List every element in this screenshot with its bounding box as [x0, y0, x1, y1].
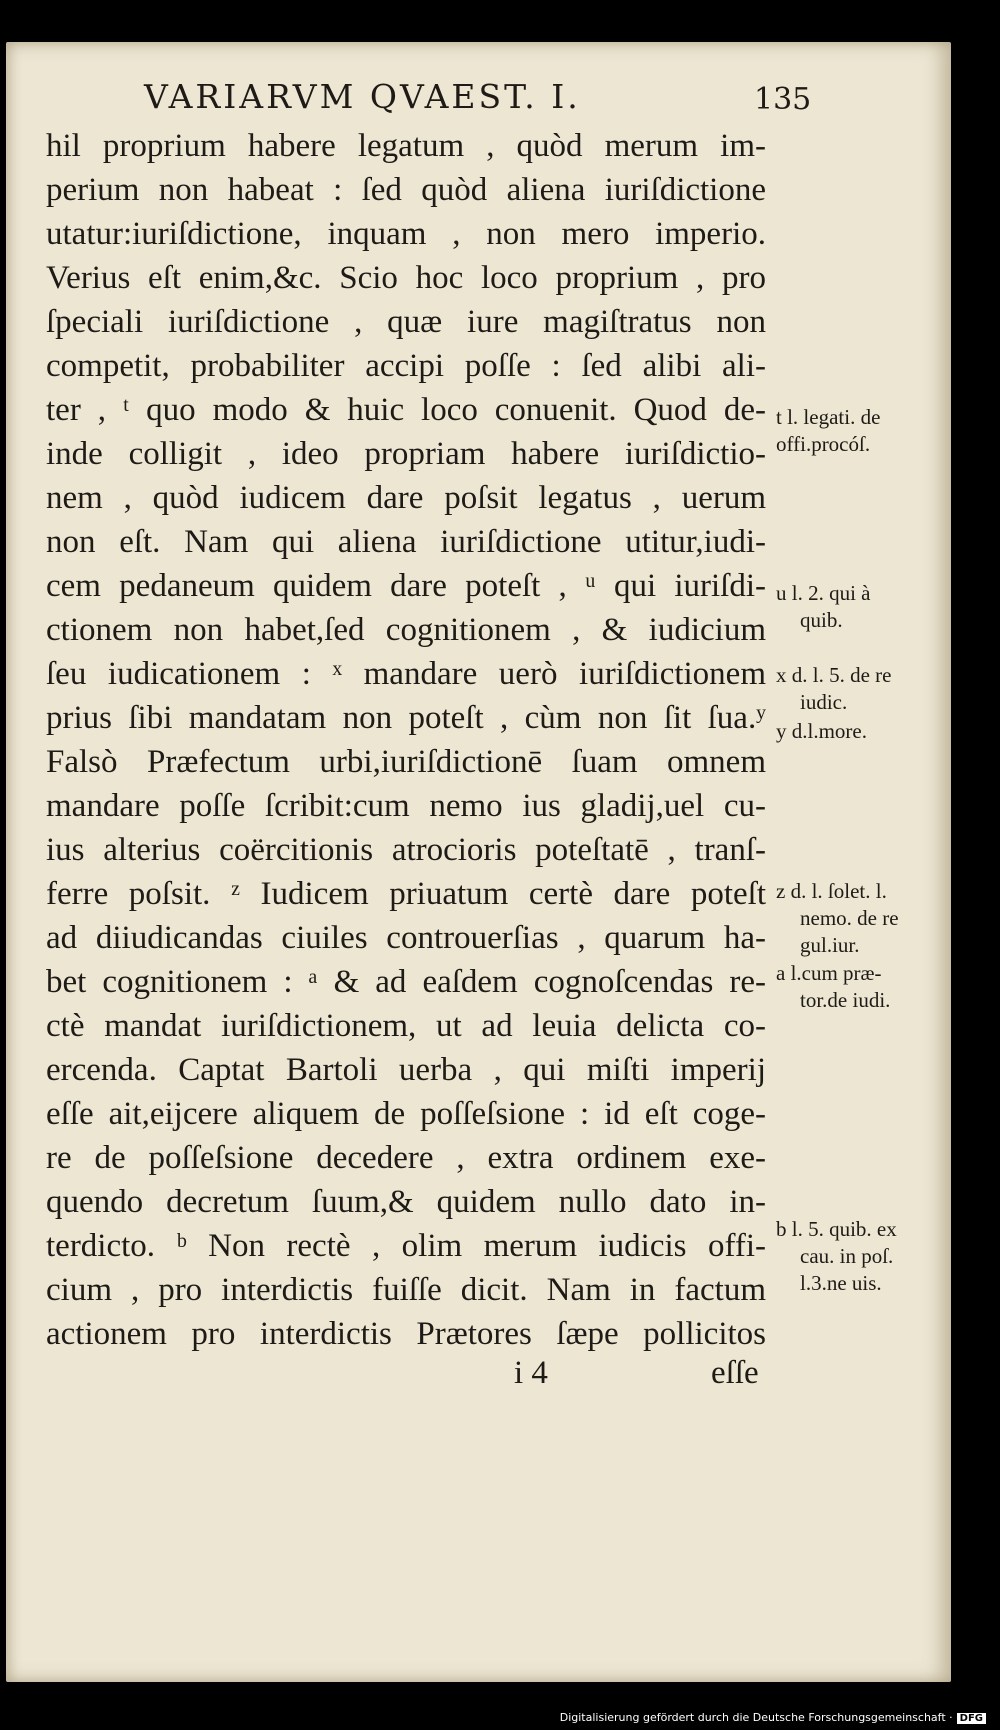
catchword: eſſe	[711, 1355, 759, 1391]
margin-note-line: u l. 2. qui à	[776, 581, 871, 605]
margin-note-line: cau. in poſ.	[800, 1244, 894, 1268]
margin-note-line: t l. legati. de	[776, 405, 881, 429]
margin-note-line: a l.cum præ-	[776, 961, 882, 985]
text-line: ſeu iudicationem : ˣ mandare uerò iuriſdictionem	[46, 656, 766, 692]
text-line: prius ſibi mandatam non poteſt , cùm non ſit ſua.ʸ	[46, 700, 766, 736]
margin-note-line: l.3.ne uis.	[800, 1271, 882, 1295]
text-line: eſſe ait,eijcere aliquem de poſſeſsione : id eſt coge-	[46, 1096, 766, 1132]
margin-note-line: quib.	[800, 608, 843, 632]
margin-note	[776, 404, 880, 458]
text-line: nem , quòd iudicem dare poſsit legatus , uerum	[46, 480, 766, 516]
text-line: utatur:iuriſdictione, inquam , non mero imperio.	[46, 216, 766, 252]
text-line: Verius eſt enim,&c. Scio hoc loco proprium , pro	[46, 260, 766, 296]
text-line: non eſt. Nam qui aliena iuriſdictione utitur,iudi-	[46, 524, 766, 560]
text-line: ſpeciali iuriſdictione , quæ iure magiſtratus non	[46, 304, 766, 340]
text-line: inde colligit , ideo propriam habere iuriſdictio-	[46, 436, 766, 472]
text-line: ctionem non habet,ſed cognitionem , & iudicium	[46, 612, 766, 648]
margin-note-line: x d. l. 5. de re	[776, 663, 892, 687]
text-line: ad diiudicandas ciuiles controuerſias , quarum ha-	[46, 920, 766, 956]
signature-mark: i 4	[514, 1355, 548, 1391]
dfg-logo: DFG	[957, 1713, 986, 1724]
funding-credit	[556, 1709, 990, 1726]
text-line: terdicto. ᵇ Non rectè , olim merum iudicis offi-	[46, 1228, 766, 1264]
text-line: competit, probabiliter accipi poſſe : ſed alibi ali-	[46, 348, 766, 384]
funding-credit-text: Digitalisierung gefördert durch die Deutsche Forschungsgemeinschaft ·	[559, 1711, 953, 1724]
margin-note	[776, 580, 871, 634]
page-number: 135	[754, 82, 812, 117]
text-line: ter , ᵗ quo modo & huic loco conuenit. Quod de-	[46, 392, 766, 428]
margin-note-line: iudic.	[800, 690, 848, 714]
text-line: Falsò Præfectum urbi,iuriſdictionē ſuam omnem	[46, 744, 766, 780]
running-title: VARIARVM QVAEST. I.	[144, 77, 581, 116]
text-line: perium non habeat : ſed quòd aliena iuriſdictione	[46, 172, 766, 208]
text-line: hil proprium habere legatum , quòd merum im-	[46, 128, 766, 164]
text-line: ius alterius coërcitionis atrocioris poteſtatē , tranſ-	[46, 832, 766, 868]
text-line: mandare poſſe ſcribit:cum nemo ius gladij,uel cu-	[46, 788, 766, 824]
margin-note-line: offi.procóſ.	[776, 432, 871, 456]
text-line: ferre poſsit. ᶻ Iudicem priuatum certè dare poteſt	[46, 876, 766, 912]
text-line: actionem pro interdictis Prætores ſæpe pollicitos	[46, 1316, 766, 1352]
book-page	[6, 42, 951, 1682]
text-line: bet cognitionem : ᵃ & ad eaſdem cognoſcendas re-	[46, 964, 766, 1000]
text-line: ercenda. Captat Bartoli uerba , qui miſti imperij	[46, 1052, 766, 1088]
margin-note	[776, 960, 890, 1014]
margin-note	[776, 662, 891, 716]
margin-note	[776, 1216, 897, 1297]
margin-note-line: b l. 5. quib. ex	[776, 1217, 897, 1241]
text-line: re de poſſeſsione decedere , extra ordinem exe-	[46, 1140, 766, 1176]
margin-note-line: gul.iur.	[800, 933, 860, 957]
text-line: cium , pro interdictis fuiſſe dicit. Nam in factum	[46, 1272, 766, 1308]
margin-note	[776, 878, 899, 959]
margin-note-line: z d. l. ſolet. l.	[776, 879, 887, 903]
margin-note-line: y d.l.more.	[776, 719, 867, 743]
text-line: ctè mandat iuriſdictionem, ut ad leuia delicta co-	[46, 1008, 766, 1044]
margin-note-line: tor.de iudi.	[800, 988, 891, 1012]
margin-note-line: nemo. de re	[800, 906, 899, 930]
text-line: quendo decretum ſuum,& quidem nullo dato in-	[46, 1184, 766, 1220]
text-line: cem pedaneum quidem dare poteſt , ᵘ qui iuriſdi-	[46, 568, 766, 604]
margin-note	[776, 718, 867, 745]
